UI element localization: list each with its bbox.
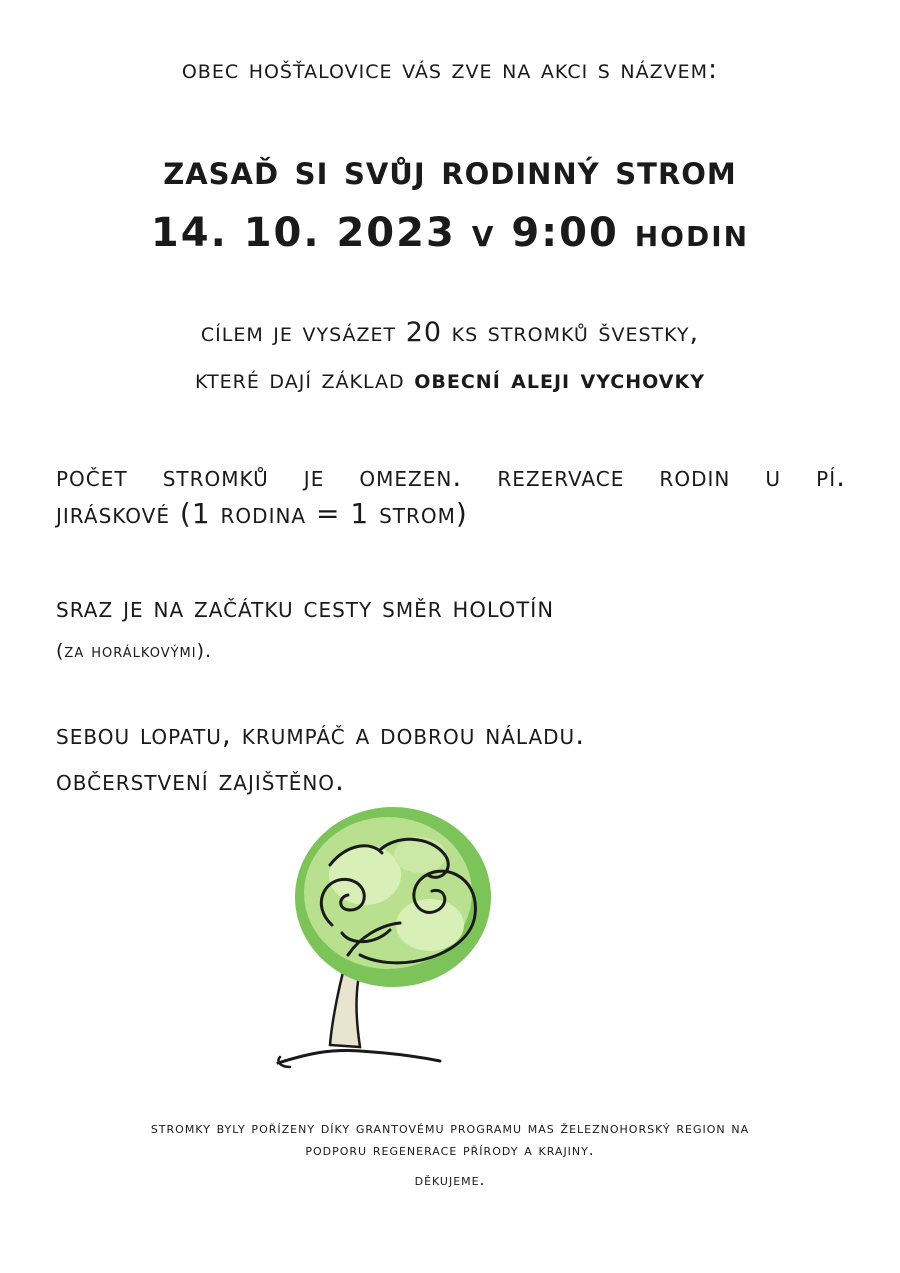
ground-line [278, 1051, 440, 1064]
limit-line-2: jiráskové (1 rodina = 1 strom) [56, 497, 468, 530]
meeting-note: (za horálkovými). [56, 640, 213, 662]
refreshment-line: občerstvení zajištěno. [56, 764, 345, 797]
bring-line: sebou lopatu, krumpáč a dobrou náladu. [56, 718, 586, 751]
sponsor-note [50, 1117, 850, 1161]
limit-line-1: počet stromků je omezen. rezervace rodin u pí. [56, 460, 846, 493]
alley-name: obecní aleji vychovky [414, 364, 705, 395]
sponsor-line-2: podporu regenerace přírody a krajiny. [305, 1141, 595, 1159]
goal-line-2 [0, 364, 900, 395]
meeting-prefix: sraz je na začátku cesty směr [56, 591, 443, 624]
event-date-time: 14. 10. 2023 v 9:00 hodin [150, 210, 750, 256]
goal-line-1: cílem je vysázet 20 ks stromků švestky, [200, 317, 700, 348]
meeting-place: holotín [452, 590, 555, 625]
thanks-line: děkujeme. [414, 1171, 486, 1189]
meeting-point [56, 590, 846, 625]
intro-line: obec hošťalovice vás zve na akci s názvem: [181, 54, 719, 85]
event-title: zasaď si svůj rodinný strom [163, 145, 737, 194]
tree-icon [270, 805, 510, 1075]
goal-line-2-prefix: které dají základ [195, 364, 405, 395]
sponsor-line-1: stromky byly pořízeny díky grantovému programu mas železnohorský region na [150, 1119, 750, 1137]
